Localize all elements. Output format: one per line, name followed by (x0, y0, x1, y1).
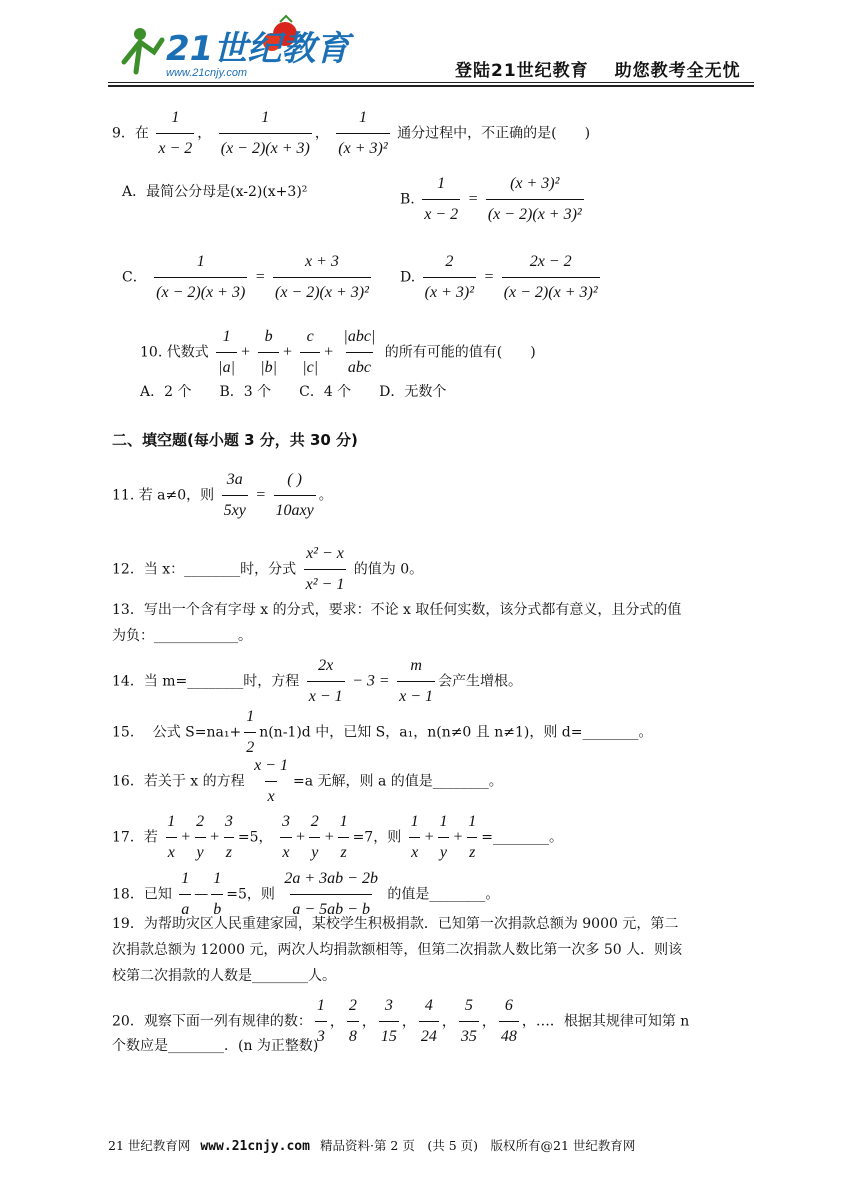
question-16: 16．若关于 x 的方程 $\frac{x - 1}{x}$ =a 无解，则 a 的值是________。 (112, 752, 503, 811)
question-18: 18．已知 $\frac{1}{a}$ — $\frac{1}{b}$ =5，则 $\frac{2a + 3ab - 2b}{a - 5ab - b}$ 的值是________。 (112, 865, 499, 924)
page-footer (108, 1136, 635, 1154)
sequence-fraction: $\frac{4}{24}$ (419, 992, 439, 1051)
fraction: $\frac{( )}{\text{10axy}}$ (274, 466, 316, 525)
q9-option-c: C． $\frac{1}{(x - 2)(x + 3)}$ = $\frac{x + 3}{\text{(x − 2)(x + 3)²}}$ (122, 248, 374, 307)
sequence-fraction: $\frac{6}{48}$ (499, 992, 519, 1051)
fraction: $\frac{2}{\text{(x + 3)²}}$ (423, 248, 476, 307)
question-13-line2: 为负：____________。 (112, 628, 252, 644)
sequence-fraction: $\frac{5}{35}$ (459, 992, 479, 1051)
sequence-fraction: $\frac{3}{15}$ (379, 992, 399, 1051)
q10-options: A．2 个 B．3 个 C．4 个 D．无数个 (140, 384, 447, 400)
fraction: $\frac{1}{2}$ (244, 703, 256, 762)
fraction: $\frac{3}{x}$ (280, 808, 292, 867)
header-rule (108, 82, 754, 83)
fraction: $\frac{\text{x² − x}}{\text{x² − 1}}$ (304, 540, 347, 599)
question-20: 20．观察下面一列有规律的数： $\frac{1}{3}$ ， $\frac{2}{8}$ ， $\frac{3}{15}$ ， $\frac{4}{24}$ ， $\frac{5}{35}$ ， $\frac{6}{48}$ ，…．根据其规律可知第 n (112, 992, 689, 1051)
header-rule-thick (108, 85, 754, 87)
fraction: $\frac{1}{|a|}$ (216, 323, 237, 382)
question-19-line2: 次捐款总额为 12000 元，两次人均捐款额相等，但第二次捐款人数比第一次多 50 人．则该 (112, 942, 683, 958)
fraction: $\frac{1}{z}$ (466, 808, 478, 867)
fraction: $\frac{c}{|c|}$ (300, 323, 320, 382)
fraction: $\frac{2x - 2}{\text{(x − 2)(x + 3)²}}$ (502, 248, 600, 307)
fraction: $\frac{3}{z}$ (223, 808, 235, 867)
fraction: $\frac{1}{(x - 2)(x + 3)}$ (219, 104, 312, 163)
fraction: $\frac{x + 3}{\text{(x − 2)(x + 3)²}}$ (273, 248, 371, 307)
q9-option-a: A．最简公分母是(x-2)(x+3)² (122, 184, 308, 200)
q9-number: 9．在 (112, 125, 149, 142)
q9-text: 通分过程中，不正确的是( ) (397, 125, 591, 142)
fraction: $\frac{2x}{x - 1}$ (307, 652, 345, 711)
fraction: $\frac{1}{x}$ (409, 808, 421, 867)
fraction: $\frac{m}{x - 1}$ (397, 652, 435, 711)
logo-url: www.21cnjy.com (166, 67, 248, 79)
fraction: $\frac{1}{z}$ (338, 808, 350, 867)
fraction: $\frac{1}{x}$ (165, 808, 177, 867)
fraction: $\frac{1}{a}$ (179, 865, 191, 924)
fraction: $\frac{\text{(x + 3)²}}{\text{(x − 2)(x + 3)²}}$ (486, 170, 584, 229)
fraction: $\frac{2a + 3ab - 2b}{a - 5ab - b}$ (282, 865, 380, 924)
question-10: 10. 代数式 $\frac{1}{|a|}$ + $\frac{b}{|b|}$ + $\frac{c}{|c|}$ + $\frac{\text{|abc|}}{\text{abc}}$ 的所有可能的值有( ) (140, 323, 536, 382)
question-20-line2: 个数应是________．(n 为正整数) (112, 1038, 319, 1054)
footer-info: 精品资料·第 2 页 (共 5 页) 版权所有@21 世纪教育网 (319, 1138, 636, 1153)
sequence-fraction: $\frac{2}{8}$ (347, 992, 359, 1051)
fraction: $\frac{b}{|b|}$ (258, 323, 279, 382)
header-slogan-left: 登陆21世纪教育 (455, 61, 589, 81)
question-11: 11. 若 a≠0，则 $\frac{3a}{5xy}$ = $\frac{( )}{\text{10axy}}$ 。 (112, 466, 333, 525)
question-15: 15. 公式 S=na₁+ $\frac{1}{2}$ n(n-1)d 中，已知 S，a₁，n(n≠0 且 n≠1)，则 d=________。 (112, 703, 653, 762)
fraction: $\frac{1}{x - 2}$ (156, 104, 194, 163)
section-heading: 二、填空题(每小题 3 分，共 30 分) (112, 431, 358, 449)
header-slogans (455, 56, 767, 81)
question-13-line1: 13．写出一个含有字母 x 的分式，要求：不论 x 取任何实数，该分式都有意义，且分式的值 (112, 602, 682, 618)
footer-url[interactable]: www.21cnjy.com (200, 1139, 310, 1154)
fraction: $\frac{1}{y}$ (437, 808, 449, 867)
question-17: 17．若 $\frac{1}{x}$ + $\frac{2}{y}$ + $\frac{3}{z}$ =5， $\frac{3}{x}$ + $\frac{2}{y}$ + $\frac{1}{z}$ =7，则 $\frac{1}{x}$ + $\frac{1}{y}$ + $\frac{1}{z}$ =________。 (112, 808, 563, 867)
fraction: $\frac{1}{(x - 2)(x + 3)}$ (154, 248, 247, 307)
question-12: 12．当 x：________时，分式 $\frac{\text{x² − x}}{\text{x² − 1}}$ 的值为 0。 (112, 540, 423, 599)
fraction: $\frac{\text{|abc|}}{\text{abc}}$ (341, 323, 377, 382)
fraction: $\frac{2}{y}$ (309, 808, 321, 867)
question-19-line1: 19．为帮助灾区人民重建家园，某校学生积极捐款．已知第一次捐款总额为 9000 元，第二 (112, 916, 679, 932)
fraction: $\frac{x - 1}{x}$ (252, 752, 290, 811)
logo-text: 21世纪教育 (166, 29, 350, 69)
fraction: $\frac{1}{x - 2}$ (422, 170, 460, 229)
brand-logo (110, 12, 350, 82)
fraction: $\frac{3a}{5xy}$ (222, 466, 248, 525)
question-9: 9．在 $\frac{1}{x - 2}$ ， $\frac{1}{(x - 2)(x + 3)}$ ， $\frac{1}{\text{(x + 3)²}}$ 通分过程中，不正确的是( ) (112, 104, 590, 163)
fraction: $\frac{1}{\text{(x + 3)²}}$ (336, 104, 389, 163)
question-14: 14．当 m=________时，方程 $\frac{2x}{x - 1}$ − 3 = $\frac{m}{x - 1}$ 会产生增根。 (112, 652, 522, 711)
question-19-line3: 校第二次捐款的人数是________人。 (112, 968, 336, 984)
q9-option-d: D. $\frac{2}{\text{(x + 3)²}}$ = $\frac{2x - 2}{\text{(x − 2)(x + 3)²}}$ (400, 248, 603, 307)
sequence-fraction: $\frac{1}{3}$ (315, 992, 327, 1051)
q9-option-b: B. $\frac{1}{x - 2}$ = $\frac{\text{(x + 3)²}}{\text{(x − 2)(x + 3)²}}$ (400, 170, 587, 229)
fraction: $\frac{2}{y}$ (194, 808, 206, 867)
footer-site: 21 世纪教育网 (108, 1138, 191, 1153)
header-slogan-right: 助您教考全无忧 (614, 61, 741, 81)
fraction: $\frac{1}{b}$ (211, 865, 223, 924)
